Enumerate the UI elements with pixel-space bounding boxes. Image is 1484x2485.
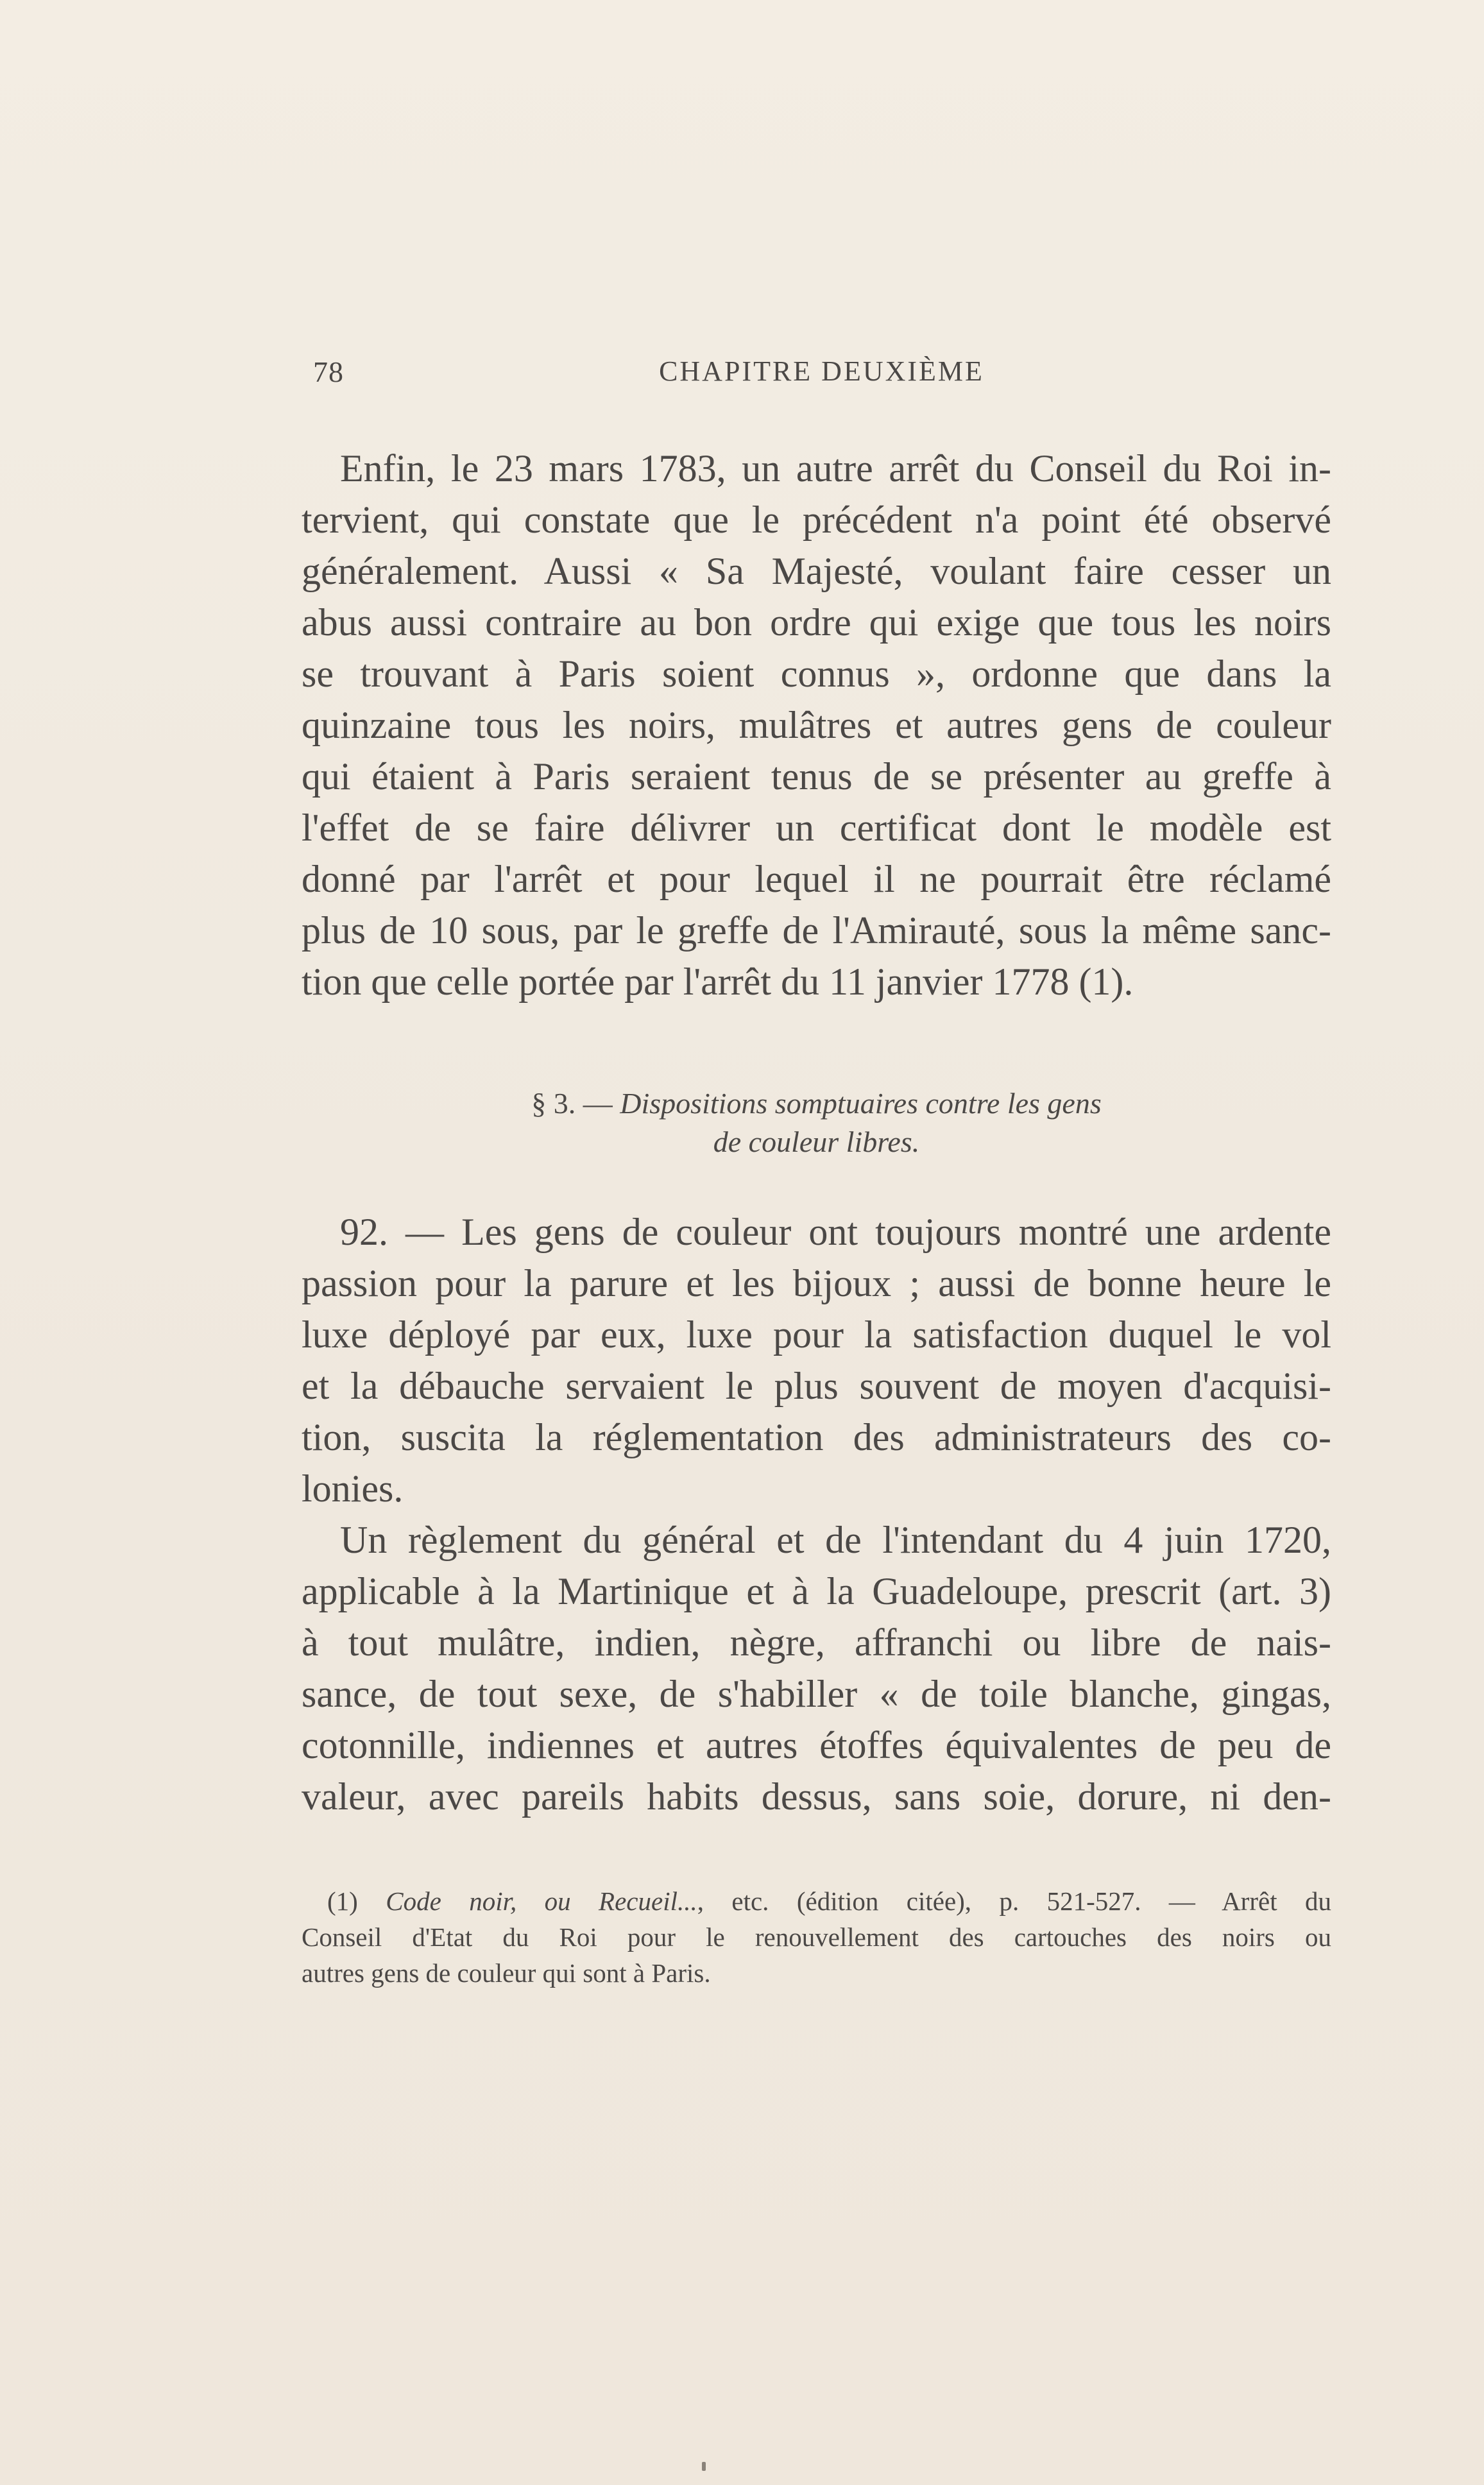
text-line: cotonnille, indiennes et autres étoffes équivalentes de peu de (302, 1724, 1331, 1766)
footnote (302, 1883, 1331, 1991)
text-line: 92. — Les gens de couleur ont toujours montré une ardente (340, 1211, 1331, 1253)
text-line: luxe déployé par eux, luxe pour la satisfaction duquel le vol (302, 1313, 1331, 1356)
text-line: passion pour la parure et les bijoux ; aussi de bonne heure le (302, 1262, 1331, 1304)
paragraph-2 (302, 1206, 1331, 1514)
paragraph-1 (302, 443, 1331, 1007)
text-line: généralement. Aussi « Sa Majesté, voulant faire cesser un (302, 550, 1331, 592)
text-line: lonies. (302, 1467, 404, 1510)
page-number: 78 (313, 355, 344, 388)
text-line: abus aussi contraire au bon ordre qui exige que tous les noirs (302, 601, 1331, 644)
text-line: Un règlement du général et de l'intendant du 4 juin 1720, (340, 1519, 1331, 1561)
footnote-line (302, 1883, 1331, 1919)
text-line: quinzaine tous les noirs, mulâtres et autres gens de couleur (302, 704, 1331, 746)
footnote-line: autres gens de couleur qui sont à Paris. (302, 1958, 711, 1988)
paper-speck (702, 2462, 706, 2471)
text-line: donné par l'arrêt et pour lequel il ne pourrait être réclamé (302, 858, 1331, 900)
running-title: CHAPITRE DEUXIÈME (659, 355, 984, 387)
footnote-line: Conseil d'Etat du Roi pour le renouvellement des cartouches des noirs ou (302, 1922, 1331, 1952)
text-line: se trouvant à Paris soient connus », ordonne que dans la (302, 653, 1331, 695)
section-heading-line-1 (302, 1084, 1331, 1123)
text-line: applicable à la Martinique et à la Guadeloupe, prescrit (art. 3) (302, 1570, 1331, 1612)
text-line: sance, de tout sexe, de s'habiller « de toile blanche, gingas, (302, 1673, 1331, 1715)
text-line: Enfin, le 23 mars 1783, un autre arrêt du Conseil du Roi in- (340, 447, 1331, 490)
text-line: à tout mulâtre, indien, nègre, affranchi ou libre de nais- (302, 1621, 1331, 1664)
text-line: tion, suscita la réglementation des administrateurs des co- (302, 1416, 1331, 1458)
text-line: qui étaient à Paris seraient tenus de se présenter au greffe à (302, 755, 1331, 798)
section-heading (302, 1084, 1331, 1161)
paragraph-3 (302, 1514, 1331, 1822)
text-line: et la débauche servaient le plus souvent de moyen d'acquisi- (302, 1365, 1331, 1407)
text-line: tion que celle portée par l'arrêt du 11 janvier 1778 (1). (302, 961, 1134, 1003)
footnote-line-1-rest: , etc. (édition citée), p. 521-527. — Arrêt du (697, 1886, 1331, 1916)
text-line: l'effet de se faire délivrer un certificat dont le modèle est (302, 807, 1331, 849)
section-title-continued: de couleur libres. (713, 1125, 920, 1158)
footnote-source-title: Code noir, ou Recueil... (386, 1886, 697, 1916)
section-number: § 3. — (531, 1087, 613, 1120)
text-line: plus de 10 sous, par le greffe de l'Amirauté, sous la même sanc- (302, 909, 1331, 952)
page-header (313, 355, 1330, 393)
text-line: valeur, avec pareils habits dessus, sans soie, dorure, ni den- (302, 1775, 1331, 1818)
text-line: tervient, qui constate que le précédent n'a point été observé (302, 499, 1331, 541)
footnote-marker: (1) (327, 1886, 358, 1916)
section-title: Dispositions somptuaires contre les gens (620, 1087, 1102, 1120)
